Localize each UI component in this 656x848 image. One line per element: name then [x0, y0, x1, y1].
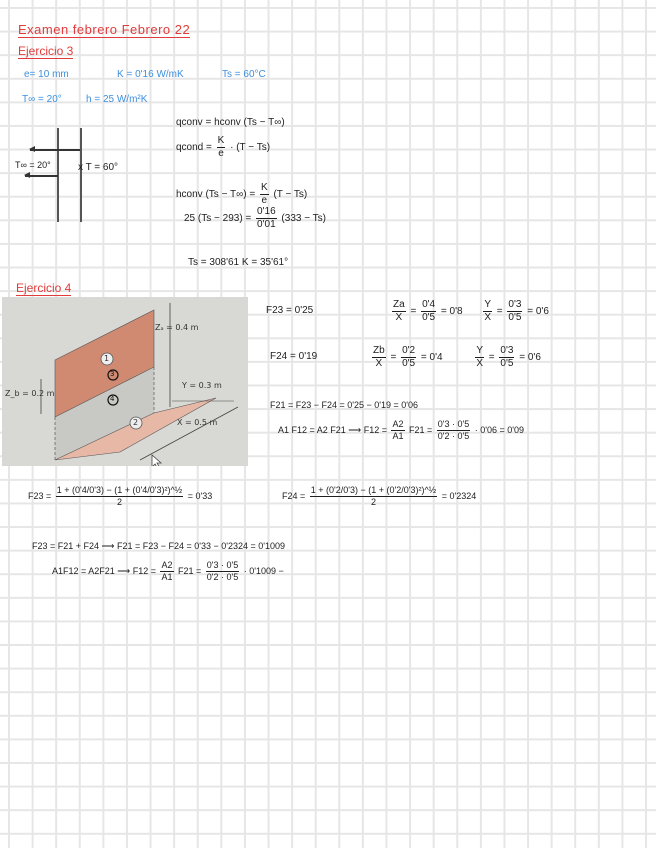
- formula-value: = 0'33: [187, 490, 213, 501]
- fraction: [310, 486, 437, 507]
- denominator: 0'2 · 0'5: [206, 572, 239, 582]
- numerator: Y: [484, 299, 492, 310]
- wall-temp-label: x T = 60°: [78, 162, 119, 173]
- reciprocity-mid: F21 =: [178, 565, 202, 576]
- denominator: A1: [392, 431, 404, 441]
- reciprocity-equation-2: [52, 561, 284, 582]
- denominator: 0'01: [257, 219, 276, 230]
- denominator: X: [375, 358, 383, 369]
- page-title: Examen febrero Febrero 22: [18, 22, 191, 37]
- fraction: [499, 346, 514, 369]
- numerator: 0'16: [257, 206, 276, 217]
- given-surface-temp: Ts = 60°C: [222, 69, 266, 80]
- numerator: 0'3: [500, 345, 514, 356]
- view-factor-figure: [2, 297, 248, 466]
- reciprocity-right: · 0'06 = 0'09: [474, 424, 525, 435]
- ratio-value: = 0'6: [519, 352, 541, 364]
- eq-result-ts: Ts = 308'61 K = 35'61°: [188, 257, 289, 268]
- denominator: 2: [370, 497, 376, 507]
- reciprocity-left: A1 F12 = A2 F21 ⟶ F12 =: [278, 424, 387, 435]
- label-x: X = 0.5 m: [177, 418, 218, 427]
- f24-formula: [282, 486, 476, 507]
- denominator: X: [484, 312, 492, 323]
- surface-2-label: 2: [133, 418, 139, 427]
- denominator: 0'5: [500, 358, 514, 369]
- exercise-3-title: Ejercicio 3: [18, 44, 74, 58]
- fraction: [372, 346, 386, 369]
- fraction: [392, 300, 406, 323]
- fraction: [475, 346, 484, 369]
- surface-1-label: 1: [104, 354, 110, 363]
- label-zb: Z_b = 0.2 m: [5, 389, 55, 398]
- fraction: [483, 300, 492, 323]
- eq-numeric-left: 25 (Ts − 293) =: [184, 213, 252, 225]
- exercise-4-title: Ejercicio 4: [16, 281, 72, 295]
- numerator: 1 + (0'4/0'3) − (1 + (0'4/0'3)²)^½: [56, 485, 183, 495]
- eq-qcond-left: qcond =: [176, 142, 212, 154]
- numerator: 1 + (0'2/0'3) − (1 + (0'2/0'3)²)^½: [310, 485, 437, 495]
- eq-qconv: qconv = hconv (Ts − T∞): [176, 117, 285, 128]
- denominator: 0'5: [508, 312, 522, 323]
- numerator: Zb: [373, 345, 385, 356]
- ratio-value: = 0'4: [420, 352, 443, 364]
- numerator: Y: [476, 345, 484, 356]
- wall-right-line: [80, 128, 82, 222]
- given-convection-coef: h = 25 W/m²K: [86, 94, 148, 105]
- f23-value: F23 = 0'25: [266, 305, 314, 316]
- denominator: e: [261, 195, 268, 206]
- formula-label: F24 =: [282, 490, 306, 501]
- reciprocity-right: · 0'1009 −: [243, 565, 284, 576]
- denominator: 2: [116, 497, 122, 507]
- given-thickness: e= 10 mm: [24, 69, 69, 80]
- reciprocity-mid: F21 =: [409, 424, 433, 435]
- fraction: [160, 561, 173, 582]
- label-y: Y = 0.3 m: [182, 381, 222, 390]
- numerator: 0'3 · 0'5: [206, 560, 239, 570]
- eq-qcond: [176, 136, 270, 159]
- fraction: [260, 183, 269, 206]
- f21-equation: F21 = F23 − F24 = 0'25 − 0'19 = 0'06: [270, 400, 419, 410]
- fraction: [206, 561, 239, 582]
- formula-label: F23 =: [28, 490, 52, 501]
- f23-formula: [28, 486, 212, 507]
- heat-flow-arrow-top: [30, 149, 80, 151]
- f23-ratios: $\frac{Za}{X}$ = $\frac{0'4}{0'5}$ = 0'8 $\frac{Y}{X}$ = $\frac{0'3}{0'5}$ = 0'6: [393, 299, 549, 323]
- fraction: [421, 300, 436, 323]
- fraction: [391, 420, 404, 441]
- numerator: 0'3 · 0'5: [437, 419, 470, 429]
- eq-numeric-right: (333 − Ts): [281, 213, 326, 225]
- fraction: [217, 136, 226, 159]
- eq-balance-left: hconv (Ts − T∞) =: [176, 189, 256, 201]
- surface-3-label: 3: [110, 370, 115, 378]
- given-conductivity: K = 0'16 W/mK: [117, 69, 184, 80]
- formula-value: = 0'2324: [441, 490, 477, 501]
- fraction: [437, 420, 470, 441]
- denominator: 0'5: [402, 358, 416, 369]
- numerator: 0'2: [402, 345, 416, 356]
- ratio-value: = 0'6: [527, 306, 549, 318]
- f24-value: F24 = 0'19: [270, 351, 318, 362]
- ambient-temp-label: T∞ = 20°: [15, 160, 51, 170]
- fraction: [401, 346, 416, 369]
- heat-flow-arrow-bottom: [25, 175, 58, 177]
- given-ambient-temp: T∞ = 20°: [22, 94, 62, 105]
- f23-sum-equation: F23 = F21 + F24 ⟶ F21 = F23 − F24 = 0'33 − 0'2324 = 0'1009: [32, 541, 285, 551]
- denominator: 0'5: [422, 312, 436, 323]
- numerator: K: [260, 182, 268, 193]
- eq-balance: [176, 183, 307, 206]
- denominator: 0'2 · 0'5: [437, 431, 470, 441]
- eq-qcond-right: · (T − Ts): [230, 142, 271, 154]
- f24-ratios: $\frac{Zb}{X}$ = $\frac{0'2}{0'5}$ = 0'4 $\frac{Y}{X}$ = $\frac{0'3}{0'5}$ = 0'6: [373, 345, 541, 369]
- numerator: K: [217, 135, 225, 146]
- denominator: A1: [161, 572, 173, 582]
- reciprocity-equation: [278, 420, 524, 441]
- fraction: [256, 207, 277, 230]
- eq-balance-right: (T − Ts): [273, 189, 308, 201]
- fraction: [507, 300, 522, 323]
- fraction: [56, 486, 183, 507]
- reciprocity-left: A1F12 = A2F21 ⟶ F12 =: [52, 565, 156, 576]
- eq-numeric: [184, 207, 326, 230]
- numerator: A2: [161, 560, 173, 570]
- denominator: e: [218, 148, 224, 159]
- denominator: X: [476, 358, 484, 369]
- numerator: Za: [393, 299, 405, 310]
- denominator: X: [395, 312, 403, 323]
- surface-4-label: 4: [110, 395, 115, 403]
- ratio-value: = 0'8: [440, 306, 463, 318]
- numerator: A2: [392, 419, 404, 429]
- numerator: 0'4: [422, 299, 436, 310]
- numerator: 0'3: [508, 299, 522, 310]
- label-za: Zₐ = 0.4 m: [155, 323, 199, 332]
